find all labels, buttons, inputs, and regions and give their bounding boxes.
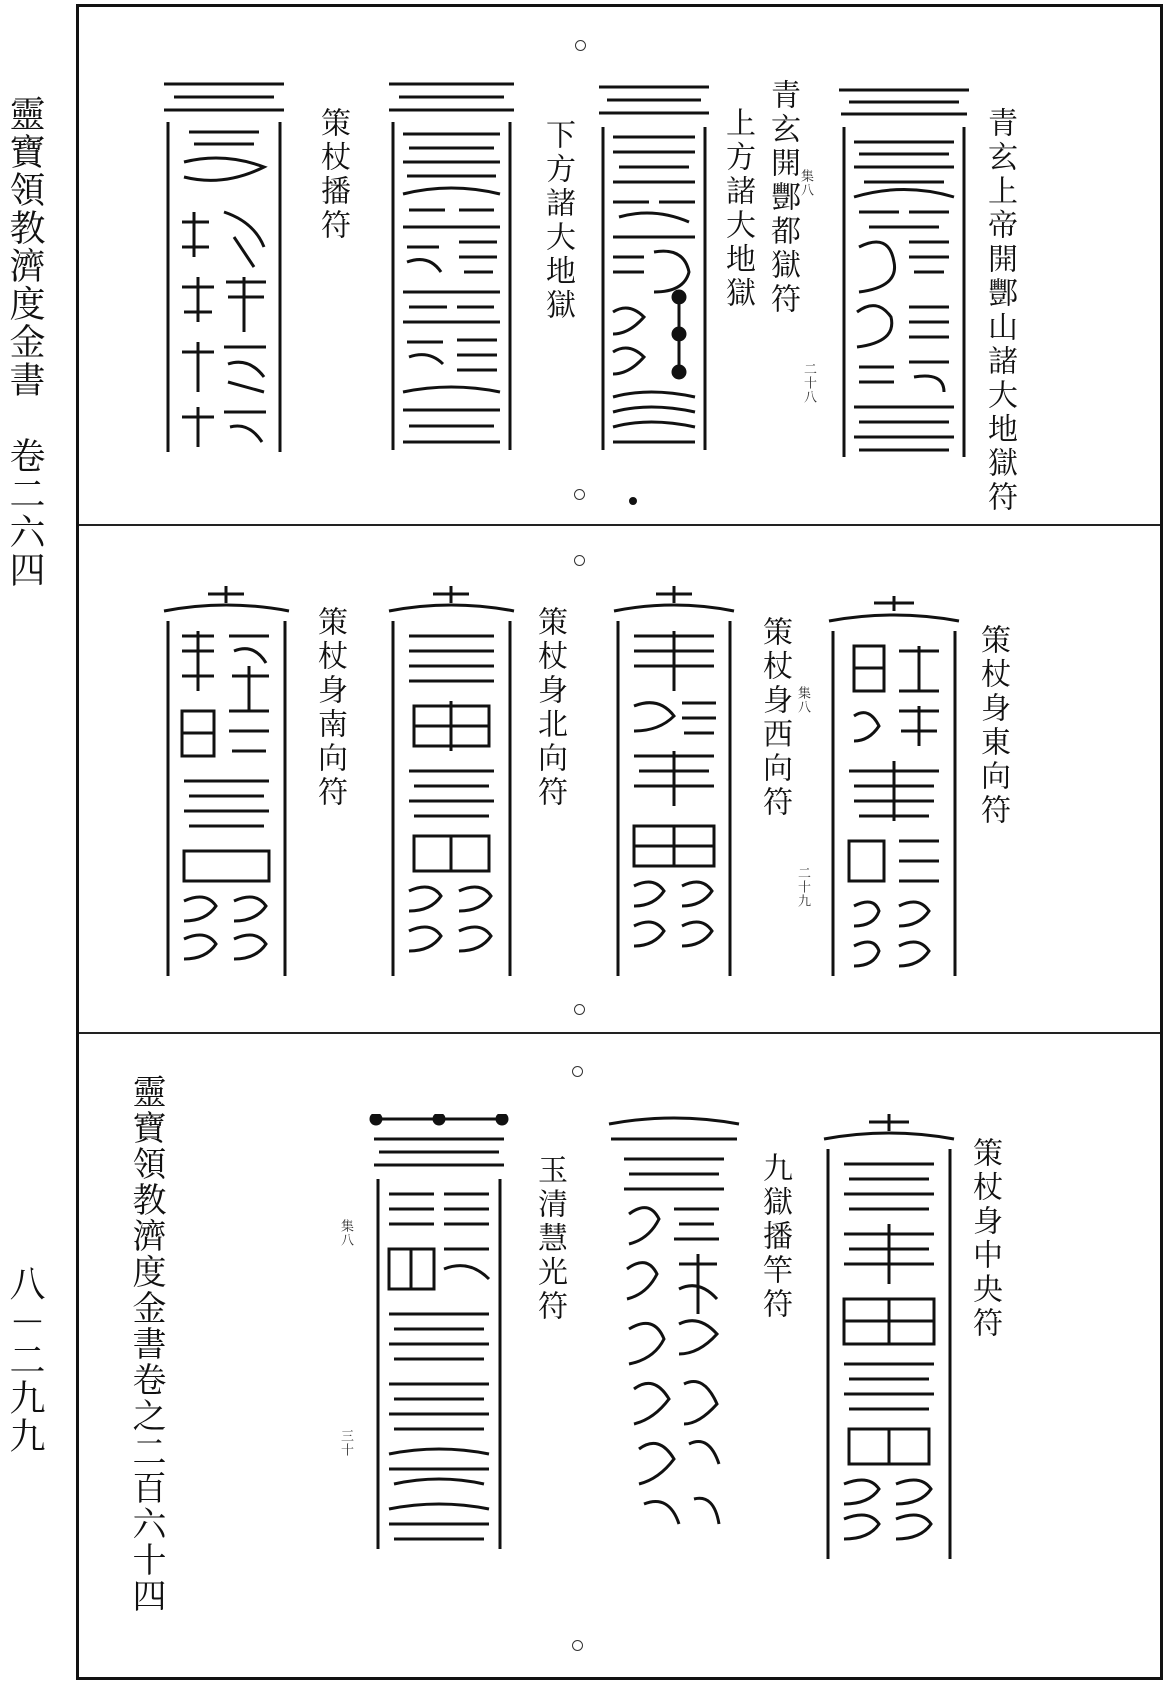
collection-note: 集八 [798, 169, 813, 197]
register-mark [574, 489, 585, 500]
margin-book-title: 靈寶領教濟度金書 卷二六四 [4, 95, 45, 589]
talisman-staff-south [154, 581, 299, 981]
caption-kaifeng-hells: 青玄上帝開酆山諸大地獄符 [982, 107, 1017, 515]
caption-lower-hells: 下方諸大地獄 [540, 119, 575, 323]
register-mark [572, 1640, 583, 1651]
caption-staff-south: 策杖身南向符 [312, 606, 347, 810]
band-middle [79, 526, 1160, 1032]
ink-dot [629, 497, 637, 505]
closing-colophon: 靈寶領教濟度金書卷之二百六十四 [126, 1074, 166, 1614]
register-mark [575, 40, 586, 51]
caption-staff-center: 策杖身中央符 [967, 1137, 1002, 1341]
caption-staff-west: 策杖身西向符 [757, 616, 792, 820]
talisman-staff-west [604, 581, 744, 981]
folio-note: 二十九 [795, 866, 810, 908]
register-mark [572, 1066, 583, 1077]
collection-note: 集八 [338, 1219, 353, 1247]
caption-yuqing-light: 玉清慧光符 [532, 1154, 567, 1324]
folio-note: 二十八 [801, 362, 816, 404]
page-frame [76, 4, 1163, 1680]
caption-staff-north: 策杖身北向符 [532, 606, 567, 810]
collection-note: 集八 [795, 686, 810, 714]
talisman-yuqing-light [364, 1114, 514, 1554]
talisman-staff-spread [154, 72, 294, 457]
caption-nine-hells-pole: 九獄播竿符 [757, 1152, 792, 1322]
talisman-nine-hells-pole [599, 1104, 749, 1544]
register-mark [574, 1004, 585, 1015]
talisman-staff-center [814, 1109, 964, 1564]
caption-staff-spread: 策杖播符 [315, 107, 350, 243]
caption-staff-east: 策杖身東向符 [975, 624, 1010, 828]
talisman-staff-east [819, 591, 969, 981]
caption-fengdu-prison: 青玄開酆都獄符 [765, 79, 800, 317]
talisman-staff-north [379, 581, 524, 981]
talisman-kaifeng-hells [829, 72, 979, 467]
band-upper [79, 7, 1160, 524]
talisman-lower-hells [379, 72, 524, 457]
band-lower [79, 1034, 1160, 1677]
talisman-upper-hells [589, 72, 719, 457]
register-mark [574, 555, 585, 566]
margin-page-number: 八－二九九 [4, 1265, 45, 1455]
folio-note: 三十 [338, 1429, 353, 1457]
caption-upper-hells: 上方諸大地獄 [720, 107, 755, 311]
